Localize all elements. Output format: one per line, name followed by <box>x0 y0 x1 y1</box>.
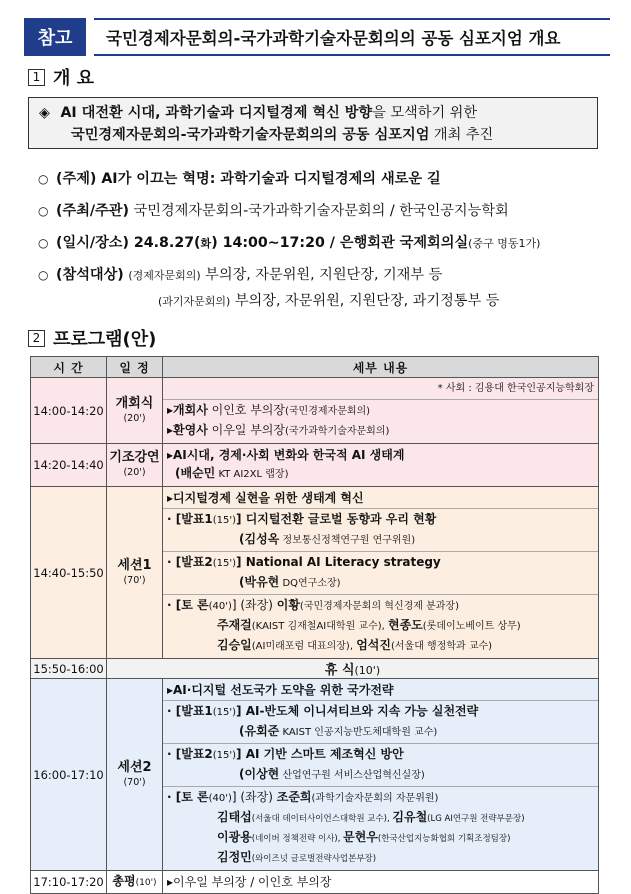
panelist-org: (서울대 데이터사이언스대학원 교수), <box>251 814 393 824</box>
pres2-minutes: (15') <box>212 558 237 569</box>
theme-label: (주제) <box>56 171 97 187</box>
closing-speakers: ▸이우일 부의장 / 이인호 부의장 <box>167 875 332 889</box>
row-time: 14:40-15:50 <box>31 487 107 659</box>
col-header-schedule: 일 정 <box>107 357 163 378</box>
circle-bullet-icon: ○ <box>38 236 49 250</box>
pres2-minutes: (15') <box>212 750 237 761</box>
circle-bullet-icon: ○ <box>38 172 49 186</box>
date-day: 화 <box>200 237 212 250</box>
chair-org: (과학기술자문회의 자문위원) <box>311 793 439 804</box>
session2-title: ▸AI·디지털 선도국가 도약을 위한 국가전략 <box>167 683 394 697</box>
panelist-org: (AI미래포럼 대표의장), <box>251 641 357 652</box>
col-header-time: 시 간 <box>31 357 107 378</box>
row-session <box>107 378 163 444</box>
section-number: 1 <box>28 69 45 86</box>
keynote-speaker: (배순민 <box>175 466 216 480</box>
session-title: 세션2 <box>117 759 152 775</box>
summary-bold-2: 국민경제자문회의-국가과학기술자문회의의 공동 심포지엄 <box>71 127 430 143</box>
opening-org: (국민경제자문회의) <box>285 406 371 417</box>
program-table <box>30 356 599 894</box>
session-minutes: (70') <box>123 574 146 586</box>
panelist-name: 김승일 <box>217 638 252 652</box>
session-minutes: (10') <box>135 877 157 888</box>
discussion-chair-prefix: ] (좌장) <box>231 790 277 804</box>
bullet-attendees <box>38 264 442 284</box>
table-row <box>31 487 599 659</box>
welcome-org: (국가과학기술자문회의) <box>285 426 390 437</box>
panelist-org: (KAIST 김재철AI대학원 교수), <box>251 621 388 632</box>
break-minutes: (10') <box>354 664 381 677</box>
date-location: (중구 명동1가) <box>468 237 541 250</box>
discussion-chair-prefix: ] (좌장) <box>231 598 277 612</box>
session-title: 총평 <box>112 873 136 888</box>
panelist-name: 김유철 <box>392 810 428 824</box>
circle-bullet-icon: ○ <box>38 204 49 218</box>
opening-speaker: 이인호 부의장 <box>207 403 285 417</box>
section-number: 2 <box>28 330 45 347</box>
panelist-name: 김태섭 <box>217 810 252 824</box>
attendees-text-2: 부의장, 자문위원, 지원단장, 과기정통부 등 <box>230 293 500 309</box>
theme-text: AI가 이끄는 혁명: 과학기술과 디지털경제의 새로운 길 <box>96 171 441 187</box>
break-label: 휴 식 <box>324 663 355 678</box>
section-title: 개 요 <box>53 68 95 89</box>
moderator-note: * 사회 : 김용대 한국인공지능학회장 <box>437 383 594 394</box>
host-label: (주최/주관) <box>56 203 129 219</box>
pres1-title: ] 디지털전환 글로벌 동향과 우리 현황 <box>236 512 437 526</box>
reference-tag: 참고 <box>24 18 86 56</box>
keynote-title: ▸AI시대, 경제·사회 변화와 한국적 AI 생태계 <box>167 448 405 462</box>
host-text: 국민경제자문회의-국가과학기술자문회의 / 한국인공지능학회 <box>128 203 509 219</box>
panelist-name: 문현우 <box>343 830 378 844</box>
pres1-label: · [발표1 <box>167 512 213 526</box>
chair-name: 이황 <box>276 598 300 612</box>
bullet-host <box>38 200 509 220</box>
attendees-org-2: (과기자문회의) <box>158 295 231 308</box>
date-label: (일시/장소) <box>56 235 129 251</box>
session-minutes: (20') <box>123 412 146 424</box>
panelist-name: 이광용 <box>217 830 252 844</box>
panelist-name: 현종도 <box>388 618 423 632</box>
row-details <box>163 871 599 894</box>
pres1-speaker: (김성옥 <box>239 532 280 546</box>
discussion-minutes: (40') <box>208 793 232 804</box>
row-details <box>163 378 599 444</box>
session-title: 개회식 <box>115 395 154 411</box>
session1-title: ▸디지털경제 실현을 위한 생태계 혁신 <box>167 491 364 505</box>
panelist-org: (와이즈넛 글로벌전략사업본부장) <box>251 854 377 864</box>
bullet-attendees-2 <box>158 290 499 310</box>
pres2-title: ] National AI Literacy strategy <box>236 555 441 569</box>
panelist-org: (서울대 행정학과 교수) <box>390 641 493 652</box>
session-title: 세션1 <box>117 557 152 573</box>
section-title: 프로그램(안) <box>53 329 157 350</box>
row-time: 14:20-14:40 <box>31 444 107 487</box>
welcome-label: ▸환영사 <box>167 423 208 437</box>
doc-header <box>24 18 610 56</box>
pres1-org: KAIST 인공지능반도체대학원 교수) <box>279 727 438 738</box>
pres1-speaker: (유회준 <box>239 724 280 738</box>
session-title: 기조강연 <box>109 450 160 465</box>
session-minutes: (70') <box>123 776 146 788</box>
chair-org: (국민경제자문회의 혁신경제 분과장) <box>299 601 459 612</box>
diamond-icon: ◈ <box>39 105 50 121</box>
panelist-name: 주재걸 <box>217 618 252 632</box>
pres2-speaker: (박유현 <box>239 575 280 589</box>
pres2-org: DQ연구소장) <box>279 578 341 589</box>
panelist-org: (네이버 정책전략 이사), <box>251 834 344 844</box>
row-session <box>107 444 163 487</box>
panelist-name: 김정민 <box>217 850 252 864</box>
row-session <box>107 871 163 894</box>
attendees-org-1: (경제자문회의) <box>128 269 201 282</box>
bullet-theme <box>38 168 441 188</box>
row-time: 16:00-17:10 <box>31 679 107 871</box>
row-session <box>107 487 163 659</box>
panelist-org: (롯데이노베이트 상무) <box>422 621 521 632</box>
pres1-title: ] AI-반도체 이니셔티브와 지속 가능 실천전략 <box>236 704 479 718</box>
pres2-org: 산업연구원 서비스산업혁신실장) <box>279 770 425 781</box>
pres2-speaker: (이상현 <box>239 767 280 781</box>
table-row <box>31 378 599 444</box>
keynote-org: KT AI2XL 랩장) <box>215 469 289 480</box>
pres1-org: 정보통신정책연구원 연구위원) <box>279 535 416 546</box>
circle-bullet-icon: ○ <box>38 268 49 282</box>
pres1-minutes: (15') <box>212 707 237 718</box>
pres2-label: · [발표2 <box>167 747 213 761</box>
pres2-title: ] AI 기반 스마트 제조혁신 방안 <box>236 747 404 761</box>
section-program-heading <box>28 325 156 351</box>
welcome-speaker: 이우일 부의장 <box>207 423 285 437</box>
attendees-label: (참석대상) <box>56 267 124 283</box>
table-row <box>31 871 599 894</box>
summary-bold-1: AI 대전환 시대, 과학기술과 디지털경제 혁신 방향 <box>60 105 373 121</box>
row-session <box>107 679 163 871</box>
section-overview-heading <box>28 64 94 90</box>
table-row <box>31 659 599 679</box>
row-details <box>163 487 599 659</box>
row-time: 14:00-14:20 <box>31 378 107 444</box>
summary-tail-2: 개최 추진 <box>429 127 494 143</box>
row-details <box>163 679 599 871</box>
pres2-label: · [발표2 <box>167 555 213 569</box>
discussion-label: · [토 론 <box>167 790 209 804</box>
doc-title: 국민경제자문회의-국가과학기술자문회의의 공동 심포지엄 개요 <box>94 18 610 56</box>
discussion-minutes: (40') <box>208 601 232 612</box>
panelist-org: (한국산업지능화협회 기획조정팀장) <box>377 834 511 844</box>
session-minutes: (20') <box>123 467 146 478</box>
table-header-row <box>31 357 599 378</box>
panelist-name: 엄석진 <box>356 638 391 652</box>
row-details <box>163 444 599 487</box>
table-row <box>31 679 599 871</box>
table-row <box>31 444 599 487</box>
pres1-minutes: (15') <box>212 515 237 526</box>
summary-box <box>28 97 598 149</box>
attendees-text-1: 부의장, 자문위원, 지원단장, 기재부 등 <box>200 267 443 283</box>
chair-name: 조준희 <box>276 790 312 804</box>
col-header-details: 세부 내용 <box>163 357 599 378</box>
opening-label: ▸개회사 <box>167 403 208 417</box>
row-time: 17:10-17:20 <box>31 871 107 894</box>
panelist-org: (LG AI연구원 전략부문장) <box>427 814 525 824</box>
pres1-label: · [발표1 <box>167 704 213 718</box>
discussion-label: · [토 론 <box>167 598 209 612</box>
break-cell <box>107 659 599 679</box>
date-text: 24.8.27( <box>128 235 201 251</box>
summary-tail-1: 을 모색하기 위한 <box>372 105 478 121</box>
row-time: 15:50-16:00 <box>31 659 107 679</box>
date-time: ) 14:00∼17:20 / 은행회관 국제회의실 <box>211 235 469 251</box>
bullet-date <box>38 232 540 252</box>
